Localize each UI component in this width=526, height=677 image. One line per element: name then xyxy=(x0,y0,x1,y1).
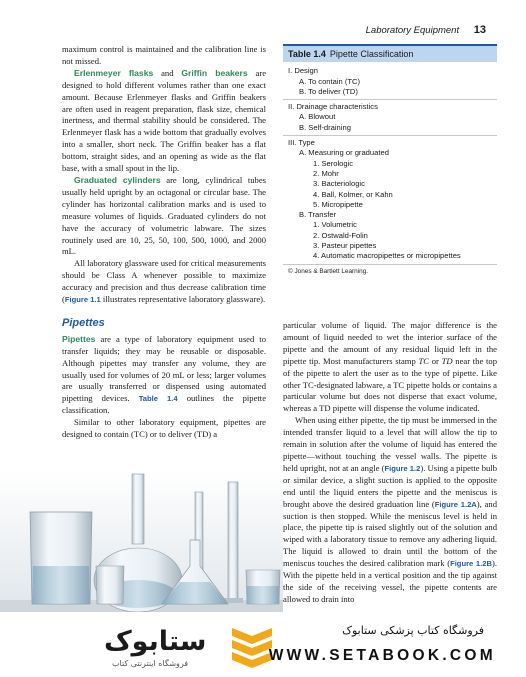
table-row: A. To contain (TC) xyxy=(299,76,361,86)
table-row: 4. Automatic macropipettes or micropipettes xyxy=(313,251,461,261)
text: are a type of laboratory equipment used to transfer liquids; they may be reusable or disposable. Although pipettes may transfer any volume, they are usually used for volumes of 20 mL or less; larger volumes are usually transferred or dispensed using automated pipetting devices. xyxy=(62,333,266,404)
store-url[interactable]: WWW.SETABOOK.COM xyxy=(268,647,496,664)
text: outlines the pipette classification. xyxy=(62,393,267,416)
table-row: 5. Micropipette xyxy=(313,199,363,209)
row-divider xyxy=(283,135,497,136)
glassware-photo xyxy=(0,470,283,618)
table-row: 3. Pasteur pipettes xyxy=(313,241,377,251)
figure-link[interactable]: Figure 1.1 xyxy=(64,295,101,305)
text: ). Using a pipette bulb or similar device, a slight suction is applied to the opposite end until the liquid enters the pipette and the meniscus is brought above the desired graduation line ( xyxy=(283,462,497,509)
small-beaker-glass xyxy=(96,566,124,604)
table-row: A. Measuring or graduated xyxy=(299,148,389,158)
paragraph-erlenmeyer xyxy=(62,68,266,175)
table-credit: © Jones & Bartlett Learning. xyxy=(288,267,369,275)
setabook-logo xyxy=(104,620,272,672)
table-row: A. Blowout xyxy=(299,112,336,122)
text: are designed to hold different volumes rather than one exact amount. Because Erlenmeyer flasks and Griffin beakers are often used in reagent preparation, flask size, chemical inertness, and thermal stability should be considered. The Erlenmeyer flask has a wide bottom that gradually evolves into a smaller, short neck. The Griffin beaker has a flat bottom, straight sides, and an opening as wide as the flat base, with a small spout in the lip. xyxy=(62,67,267,174)
text: particular volume of liquid. The major difference is the amount of liquid needed to wet the interior surface of the pipette and the amount of any residual liquid left in the pipette tip. Most manufacturers stamp xyxy=(283,320,497,366)
paragraph: maximum control is maintained and the calibration line is not missed. xyxy=(62,44,266,66)
text: near the top of the pipette to alert the user as to the type of pipette. Like other TC-designated labware, a TC pipette holds or contains a particular volume but does not disperse that exact volume, whereas a TD pipette will dispense the volume indicated. xyxy=(283,355,497,414)
text: and xyxy=(153,67,182,78)
table-row: 1. Serologic xyxy=(313,158,354,168)
table-caption xyxy=(283,46,497,62)
left-column xyxy=(62,44,266,441)
paragraph: Similar to other laboratory equipment, pipettes are designed to contain (TC) or to deliver (TD) a xyxy=(62,417,266,440)
page-number: 13 xyxy=(473,24,486,36)
right-column xyxy=(283,320,497,606)
store-name: فروشگاه کتاب پزشکی ستابوک xyxy=(342,624,484,637)
keyword: Graduated cylinders xyxy=(74,174,161,185)
figure-link[interactable]: Figure 1.2 xyxy=(384,463,421,473)
text: are long, cylindrical tubes usually held upright by an octagonal or circular base. The cylinder has horizontal calibration marks and is used to measure volumes of liquids. Graduated cylinders do not have the accuracy of volumetric labware. The sizes routinely used are 10, 25, 50, 100, 500, 1000, and 2000 mL. xyxy=(62,174,266,257)
table-row: B. To deliver (TD) xyxy=(299,86,358,96)
beaker-glass xyxy=(30,512,92,604)
table-row: II. Drainage characteristics xyxy=(288,102,378,112)
setabook-logo-mark xyxy=(104,620,272,672)
table-link[interactable]: Table 1.4 xyxy=(138,394,178,404)
paragraph-class-a xyxy=(62,258,266,306)
text: illustrates representative laboratory glassware). xyxy=(100,294,266,305)
table-title: Pipette Classification xyxy=(329,49,414,59)
table-row: I. Design xyxy=(288,66,318,76)
text: ), and suction is then stopped. While the meniscus level is held in place, the pipette tip is raised slightly out of the solution and wiped with a laboratory tissue to remove any adhering liquid. The liquid is allowed to drain until the bottom of the meniscus touches the desired calibration mark ( xyxy=(283,498,497,569)
keyword: Pipettes xyxy=(62,333,96,344)
text: or xyxy=(429,355,442,366)
text: All laboratory glassware used for critical measurements should be Class A whenever possible to maximize accuracy and precision and thus decrease calibration time ( xyxy=(62,258,266,305)
table-row: 2. Mohr xyxy=(313,168,339,178)
glassware-illustration xyxy=(0,470,283,618)
stacked-books-icon xyxy=(232,628,272,668)
table-row: 2. Ostwald-Folin xyxy=(313,230,368,240)
header-title: Laboratory Equipment xyxy=(365,25,460,36)
logo-text: ستابوک xyxy=(104,626,207,657)
watermark-footer xyxy=(0,612,526,674)
figure-link[interactable]: Figure 1.2B xyxy=(450,559,492,569)
section-heading: Pipettes xyxy=(62,316,105,329)
paragraph-tc-td xyxy=(283,320,497,415)
keyword: Erlenmeyer flasks xyxy=(74,67,154,78)
running-header xyxy=(366,24,486,36)
keyword: Griffin beakers xyxy=(181,67,248,78)
table-row: B. Transfer xyxy=(299,210,337,220)
text-italic: TD xyxy=(441,355,453,366)
table-number: Table 1.4 xyxy=(288,49,326,59)
table-row: B. Self-draining xyxy=(299,122,351,132)
paragraph-pipettes xyxy=(62,334,266,417)
row-divider xyxy=(283,99,497,100)
text: ). With the pipette held in a vertical position and the tip against the side of the receiving vessel, the pipette contents are allowed to drain into xyxy=(283,558,497,604)
pipette-classification-table xyxy=(283,44,497,297)
text-italic: TC xyxy=(418,355,430,366)
row-divider xyxy=(283,264,497,265)
paragraph-cylinders xyxy=(62,175,266,258)
logo-subtext: فروشگاه اینترنتی کتاب xyxy=(112,659,189,668)
table-row: III. Type xyxy=(288,138,315,148)
table-row: 3. Bacteriologic xyxy=(313,179,365,189)
paragraph-pipetting xyxy=(283,415,497,606)
table-row: 4. Ball, Kolmer, or Kahn xyxy=(313,189,393,199)
figure-link[interactable]: Figure 1.2A xyxy=(434,499,477,509)
text: When using either pipette, the tip must be immersed in the intended transfer liquid to a level that will allow the tip to remain in solution after the volume of liquid has entered the pipette—without touching the vessel walls. The pipette is held upright, not at an angle ( xyxy=(283,415,497,473)
table-row: 1. Volumetric xyxy=(313,220,357,230)
side-beaker-glass xyxy=(246,570,280,604)
